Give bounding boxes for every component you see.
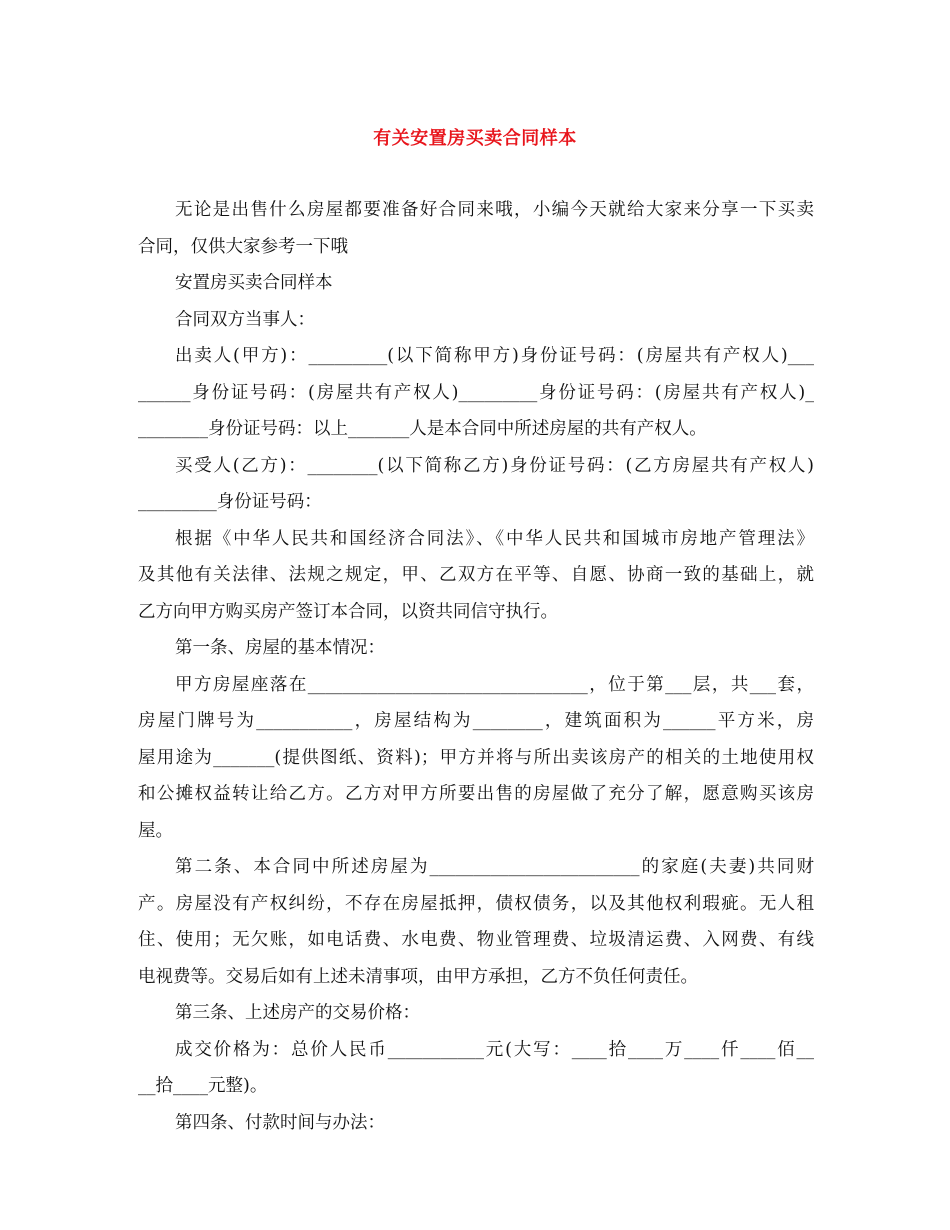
paragraph-line: 成交价格为：总价人民币___________元(大写：____拾____万____仟____佰__	[175, 1039, 814, 1060]
paragraph-line: __拾____元整)。	[138, 1076, 268, 1096]
paragraph-line: ________身份证号码：以上_______人是本合同中所述房屋的共有产权人。	[138, 419, 707, 439]
paragraph-line: ______身份证号码：(房屋共有产权人)_________身份证号码：(房屋共有产权人)_	[138, 382, 814, 403]
paragraph-line: 安置房买卖合同样本	[175, 273, 333, 293]
paragraph-line: 合同双方当事人：	[175, 309, 315, 330]
paragraph-line: 第一条、房屋的基本情况：	[175, 638, 385, 658]
paragraph-line: 甲方房屋座落在________________________________，位于第___层，共___套，	[175, 674, 814, 695]
paragraph-line: 根据《中华人民共和国经济合同法》、《中华人民共和国城市房地产管理法》	[175, 528, 814, 549]
paragraph-line: 住、使用；无欠账，如电话费、水电费、物业管理费、垃圾清运费、入网费、有线	[138, 930, 814, 950]
paragraph-line: 乙方向甲方购买房产签订本合同，以资共同信守执行。	[138, 601, 558, 622]
paragraph-line: 合同，仅供大家参考一下哦	[138, 236, 348, 257]
paragraph-line: 出卖人(甲方)：_________(以下简称甲方)身份证号码：(房屋共有产权人)___	[175, 346, 814, 366]
paragraph-line: 第二条、本合同中所述房屋为________________________的家庭(夫妻)共同财	[175, 857, 814, 877]
paragraph-line: 无论是出售什么房屋都要准备好合同来哦，小编今天就给大家来分享一下买卖	[175, 200, 814, 220]
paragraph-line: 产。房屋没有产权纠纷，不存在房屋抵押，债权债务，以及其他权利瑕疵。无人租	[138, 893, 814, 914]
paragraph-line: 电视费等。交易后如有上述未清事项，由甲方承担，乙方不负任何责任。	[138, 966, 698, 987]
paragraph-line: _________身份证号码：	[138, 492, 322, 512]
paragraph-line: 买受人(乙方)：________(以下简称乙方)身份证号码：(乙方房屋共有产权人)	[175, 455, 814, 476]
paragraph-line: 房屋门牌号为___________，房屋结构为________，建筑面积为______平方米，房	[138, 711, 814, 731]
paragraph-line: 及其他有关法律、法规之规定，甲、乙双方在平等、自愿、协商一致的基础上，就	[138, 565, 814, 585]
paragraph-line: 和公摊权益转让给乙方。乙方对甲方所要出售的房屋做了充分了解，愿意购买该房	[138, 784, 814, 804]
document-body	[138, 192, 814, 1141]
paragraph-line: 屋用途为_______(提供图纸、资料)；甲方并将与所出卖该房产的相关的土地使用权	[138, 747, 814, 768]
document-title: 有关安置房买卖合同样本	[373, 128, 577, 149]
paragraph-line: 第三条、上述房产的交易价格：	[175, 1003, 420, 1023]
paragraph-line: 第四条、付款时间与办法：	[175, 1112, 385, 1133]
paragraph-line: 屋。	[138, 820, 173, 841]
